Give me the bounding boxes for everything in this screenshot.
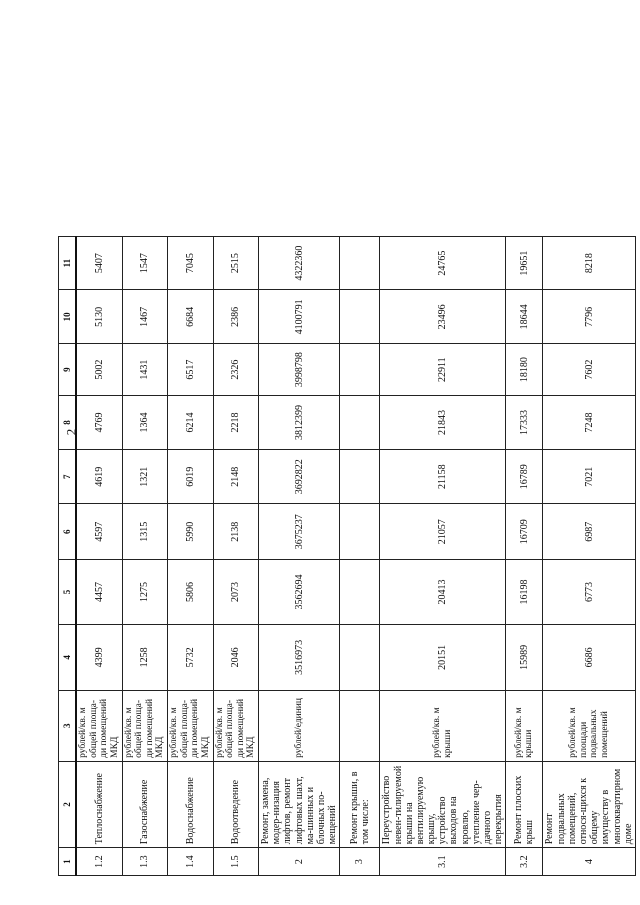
row-value: 1431 xyxy=(122,344,168,396)
row-value: 21843 xyxy=(380,395,506,449)
row-value: 7045 xyxy=(168,237,214,290)
row-value: 1321 xyxy=(122,450,168,504)
row-value: 2138 xyxy=(213,504,259,560)
table-row xyxy=(340,237,380,876)
row-value: 17333 xyxy=(506,395,543,449)
table-row xyxy=(213,237,259,876)
row-value: 2326 xyxy=(213,344,259,396)
row-value: 6773 xyxy=(543,560,636,625)
row-value: 3812399 xyxy=(259,395,340,449)
row-value: 20151 xyxy=(380,624,506,690)
row-value: 3675237 xyxy=(259,504,340,560)
row-value: 5806 xyxy=(168,560,214,625)
row-value: 16198 xyxy=(506,560,543,625)
row-value: 2386 xyxy=(213,290,259,344)
row-unit xyxy=(340,690,380,761)
row-unit: рублей/кв. м крыши xyxy=(380,690,506,761)
row-value: 1275 xyxy=(122,560,168,625)
table-row xyxy=(259,237,340,876)
row-value: 5990 xyxy=(168,504,214,560)
row-value: 24765 xyxy=(380,237,506,290)
row-unit: рублей/кв. м общей площа-ди помещений МКД xyxy=(213,690,259,761)
column-number: 11 xyxy=(59,237,77,290)
tariff-table xyxy=(58,236,636,876)
row-value: 1364 xyxy=(122,395,168,449)
row-value: 2073 xyxy=(213,560,259,625)
column-number: 5 xyxy=(59,560,77,625)
row-value: 16709 xyxy=(506,504,543,560)
row-value xyxy=(340,450,380,504)
row-code: 2 xyxy=(259,848,340,876)
row-unit: рублей/единиц xyxy=(259,690,340,761)
row-name: Ремонт, замена, модер-низация лифтов, ремонт лифтовых шахт, ма-шинных и блочных по-мещений xyxy=(259,761,340,847)
row-value: 1467 xyxy=(122,290,168,344)
table-row xyxy=(168,237,214,876)
row-value: 6684 xyxy=(168,290,214,344)
row-value: 4457 xyxy=(76,560,122,625)
column-number: 2 xyxy=(59,761,77,847)
row-value: 4399 xyxy=(76,624,122,690)
row-value: 22911 xyxy=(380,344,506,396)
row-value: 7602 xyxy=(543,344,636,396)
row-value: 4769 xyxy=(76,395,122,449)
table-row xyxy=(506,237,543,876)
row-value: 19651 xyxy=(506,237,543,290)
row-unit: рублей/кв. м общей площа-ди помещений МКД xyxy=(168,690,214,761)
row-name: Водоснабжение xyxy=(168,761,214,847)
row-unit: рублей/кв. м площади подвальных помещений xyxy=(543,690,636,761)
row-value: 6214 xyxy=(168,395,214,449)
row-value: 6517 xyxy=(168,344,214,396)
row-value: 2515 xyxy=(213,237,259,290)
row-code: 3.1 xyxy=(380,848,506,876)
row-value: 15989 xyxy=(506,624,543,690)
column-number: 6 xyxy=(59,504,77,560)
row-name: Ремонт подвальных помещений, относя-щихся к общему имуществу в многоквартирном доме xyxy=(543,761,636,847)
column-number: 7 xyxy=(59,450,77,504)
row-value: 2218 xyxy=(213,395,259,449)
row-code: 1.5 xyxy=(213,848,259,876)
row-code: 4 xyxy=(543,848,636,876)
row-unit: рублей/кв. м общей площа-ди помещений МКД xyxy=(122,690,168,761)
table-row xyxy=(380,237,506,876)
row-value xyxy=(340,237,380,290)
row-value: 21158 xyxy=(380,450,506,504)
row-value: 8218 xyxy=(543,237,636,290)
row-value: 7796 xyxy=(543,290,636,344)
row-value: 20413 xyxy=(380,560,506,625)
row-value: 18180 xyxy=(506,344,543,396)
column-number-row xyxy=(59,237,77,876)
row-value: 4619 xyxy=(76,450,122,504)
column-number: 8 xyxy=(59,395,77,449)
row-value: 3516973 xyxy=(259,624,340,690)
row-value: 3562694 xyxy=(259,560,340,625)
row-value: 5002 xyxy=(76,344,122,396)
column-number: 1 xyxy=(59,848,77,876)
row-value: 6019 xyxy=(168,450,214,504)
row-code: 1.2 xyxy=(76,848,122,876)
row-value: 4597 xyxy=(76,504,122,560)
row-value: 2148 xyxy=(213,450,259,504)
row-name: Переустройство невен-тилируемой крыши на вентилируемую крышу, устройство выходов на кровлю, утепление чер-дачного перекрытия xyxy=(380,761,506,847)
row-value xyxy=(340,395,380,449)
table-row xyxy=(543,237,636,876)
row-value: 23496 xyxy=(380,290,506,344)
page-number: 2 xyxy=(63,428,79,436)
row-value: 5130 xyxy=(76,290,122,344)
row-value: 7248 xyxy=(543,395,636,449)
row-unit: рублей/кв. м общей площа-ди помещений МКД xyxy=(76,690,122,761)
row-name: Теплоснабжение xyxy=(76,761,122,847)
row-value: 5732 xyxy=(168,624,214,690)
row-value: 16789 xyxy=(506,450,543,504)
row-value xyxy=(340,504,380,560)
row-value xyxy=(340,344,380,396)
row-value xyxy=(340,560,380,625)
row-name: Ремонт крыши, в том числе: xyxy=(340,761,380,847)
row-code: 1.3 xyxy=(122,848,168,876)
row-value: 3692822 xyxy=(259,450,340,504)
column-number: 3 xyxy=(59,690,77,761)
row-value xyxy=(340,290,380,344)
row-name: Водоотведение xyxy=(213,761,259,847)
row-value: 3998798 xyxy=(259,344,340,396)
row-value: 1547 xyxy=(122,237,168,290)
row-code: 3.2 xyxy=(506,848,543,876)
row-value xyxy=(340,624,380,690)
row-value: 1258 xyxy=(122,624,168,690)
row-value: 4322360 xyxy=(259,237,340,290)
row-value: 6987 xyxy=(543,504,636,560)
table-row xyxy=(76,237,122,876)
row-value: 4100791 xyxy=(259,290,340,344)
row-name: Ремонт плоских крыш xyxy=(506,761,543,847)
row-value: 18644 xyxy=(506,290,543,344)
row-value: 21057 xyxy=(380,504,506,560)
row-value: 1315 xyxy=(122,504,168,560)
column-number: 10 xyxy=(59,290,77,344)
row-value: 5407 xyxy=(76,237,122,290)
row-unit: рублей/кв. м крыши xyxy=(506,690,543,761)
row-code: 3 xyxy=(340,848,380,876)
row-value: 2046 xyxy=(213,624,259,690)
row-value: 7021 xyxy=(543,450,636,504)
row-value: 6686 xyxy=(543,624,636,690)
column-number: 9 xyxy=(59,344,77,396)
row-name: Газоснабжение xyxy=(122,761,168,847)
row-code: 1.4 xyxy=(168,848,214,876)
table-row xyxy=(122,237,168,876)
column-number: 4 xyxy=(59,624,77,690)
